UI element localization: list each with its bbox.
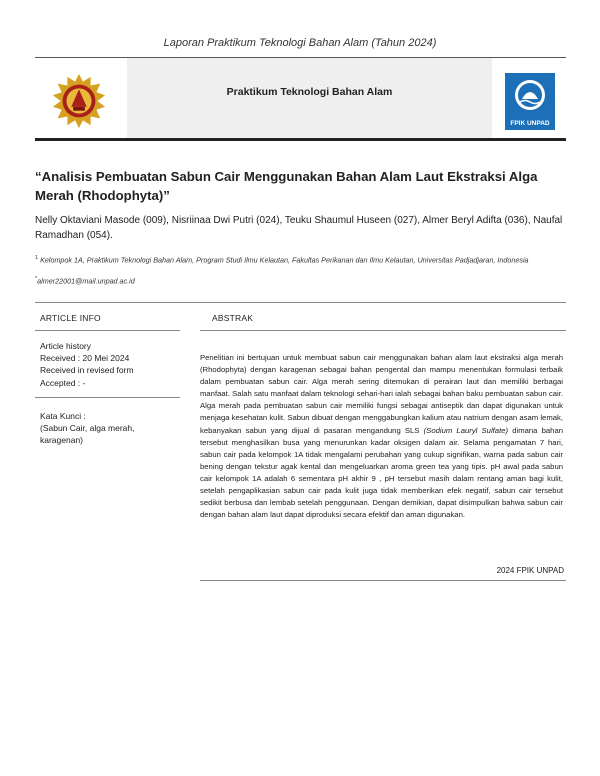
- banner-center-panel: [127, 58, 492, 138]
- abstract-text-part-2: dimana bahan tersebut menghasilkan busa yang menurunkan kadar oksigen dalam air. Selama pengamatan 7 hari, sabun cair pada kelompok 1A tidak mengalami perubahan yang cukup signifikan, warna pada sabun cair bening dengan tekstur agak kental dan mengeluarkan aroma green tea yang tipis. pH awal pada sabun cair kelompok 1A adalah 6 sementara pH akhir 9 , pH tersebut masih dalam rentang aman bagi kulit, setelah pengaplikasian sabun cair pada kulit juga tidak memberikan efek negatif, sabun cair tersebut sedikit berbusa dan lembab setelah penggunaan. Dengan demikian, dapat disimpulkan bahwa sabun cair dengan bahan alam laut dapat diproduksi secara efektif dan aman digunakan.: [200, 425, 564, 520]
- article-info-heading: ARTICLE INFO: [40, 313, 101, 323]
- keywords-line-2: karagenan): [40, 435, 84, 446]
- journal-name: Praktikum Teknologi Bahan Alam: [226, 86, 393, 98]
- revised-date: Received in revised form: [40, 365, 134, 376]
- abstract-text-part-1: Penelitian ini bertujuan untuk membuat sabun cair menggunakan bahan alam laut ekstraksi alga merah (Rhodophyta) dengan karagenan sebagai bahan pengental dan mampu menentukan formulasi terbaik dalam pembuatan sabun cair. Alga merah sering ditemukan di perairan laut dan memiliki berbagai manfaat. Salah satu manfaat dalam teknologi sehari-hari ialah sebagai bahan baku pembuatan sabun cair. Alga merah pada pembuatan sabun cair memiliki fungsi sebagai antiseptik dan dapat digunakan untuk menjaga kesehatan kulit. Sabun dibuat dengan menggabungkan kalium atau natrium dengan asam lemak, kebanyakan sabun yang dijual di pasaran mengandung SLS: [200, 353, 563, 435]
- history-label: Article history: [40, 341, 92, 351]
- keywords: [40, 410, 180, 447]
- affiliation-marker: 1: [35, 255, 39, 261]
- fpik-unpad-logo-text: FPIK UNPAD: [510, 120, 550, 127]
- section-top-rule: [35, 302, 566, 303]
- author-list: Nelly Oktaviani Masode (009), Nisriinaa Dwi Putri (024), Teuku Shaumul Huseen (027), Almer Beryl Adifta (036), Naufal Ramadhan (054).: [35, 215, 563, 241]
- article-history: [40, 340, 180, 389]
- affiliation-text: Kelompok 1A, Praktikum Teknologi Bahan Alam, Program Studi Ilmu Kelautan, Fakultas Perikanan dan Ilmu Kelautan, Universitas Padjadjaran, Indonesia: [40, 255, 529, 265]
- abstract-bottom-rule: [200, 580, 566, 581]
- email-text: almer22001@mail.unpad.ac.id: [37, 276, 135, 286]
- accepted-date: Accepted : -: [40, 377, 86, 388]
- running-header: Laporan Praktikum Teknologi Bahan Alam (Tahun 2024): [163, 37, 437, 49]
- journal-banner: [35, 58, 566, 138]
- university-crest-icon: [50, 72, 108, 130]
- abstract-heading: ABSTRAK: [212, 313, 254, 323]
- keywords-line-1: (Sabun Cair, alga merah,: [40, 423, 135, 434]
- corresponding-email: [35, 276, 135, 285]
- keywords-label: Kata Kunci :: [40, 411, 86, 421]
- email-marker: *: [35, 276, 38, 282]
- copyright-notice: 2024 FPIK UNPAD: [496, 566, 564, 575]
- fpik-unpad-logo-icon: [505, 73, 555, 130]
- history-divider: [35, 397, 180, 398]
- banner-bottom-rule: [35, 138, 566, 141]
- abstract-rule: [200, 330, 566, 331]
- abstract-body: [200, 352, 563, 521]
- article-info-rule: [35, 330, 180, 331]
- abstract-italic-term: (Sodium Lauryl Sulfate): [423, 425, 509, 435]
- article-title: “Analisis Pembuatan Sabun Cair Menggunakan Bahan Alam Laut Ekstraksi Alga Merah (Rhodophyta)”: [35, 169, 538, 203]
- affiliation: [35, 252, 555, 266]
- received-date: Received : 20 Mei 2024: [40, 353, 130, 364]
